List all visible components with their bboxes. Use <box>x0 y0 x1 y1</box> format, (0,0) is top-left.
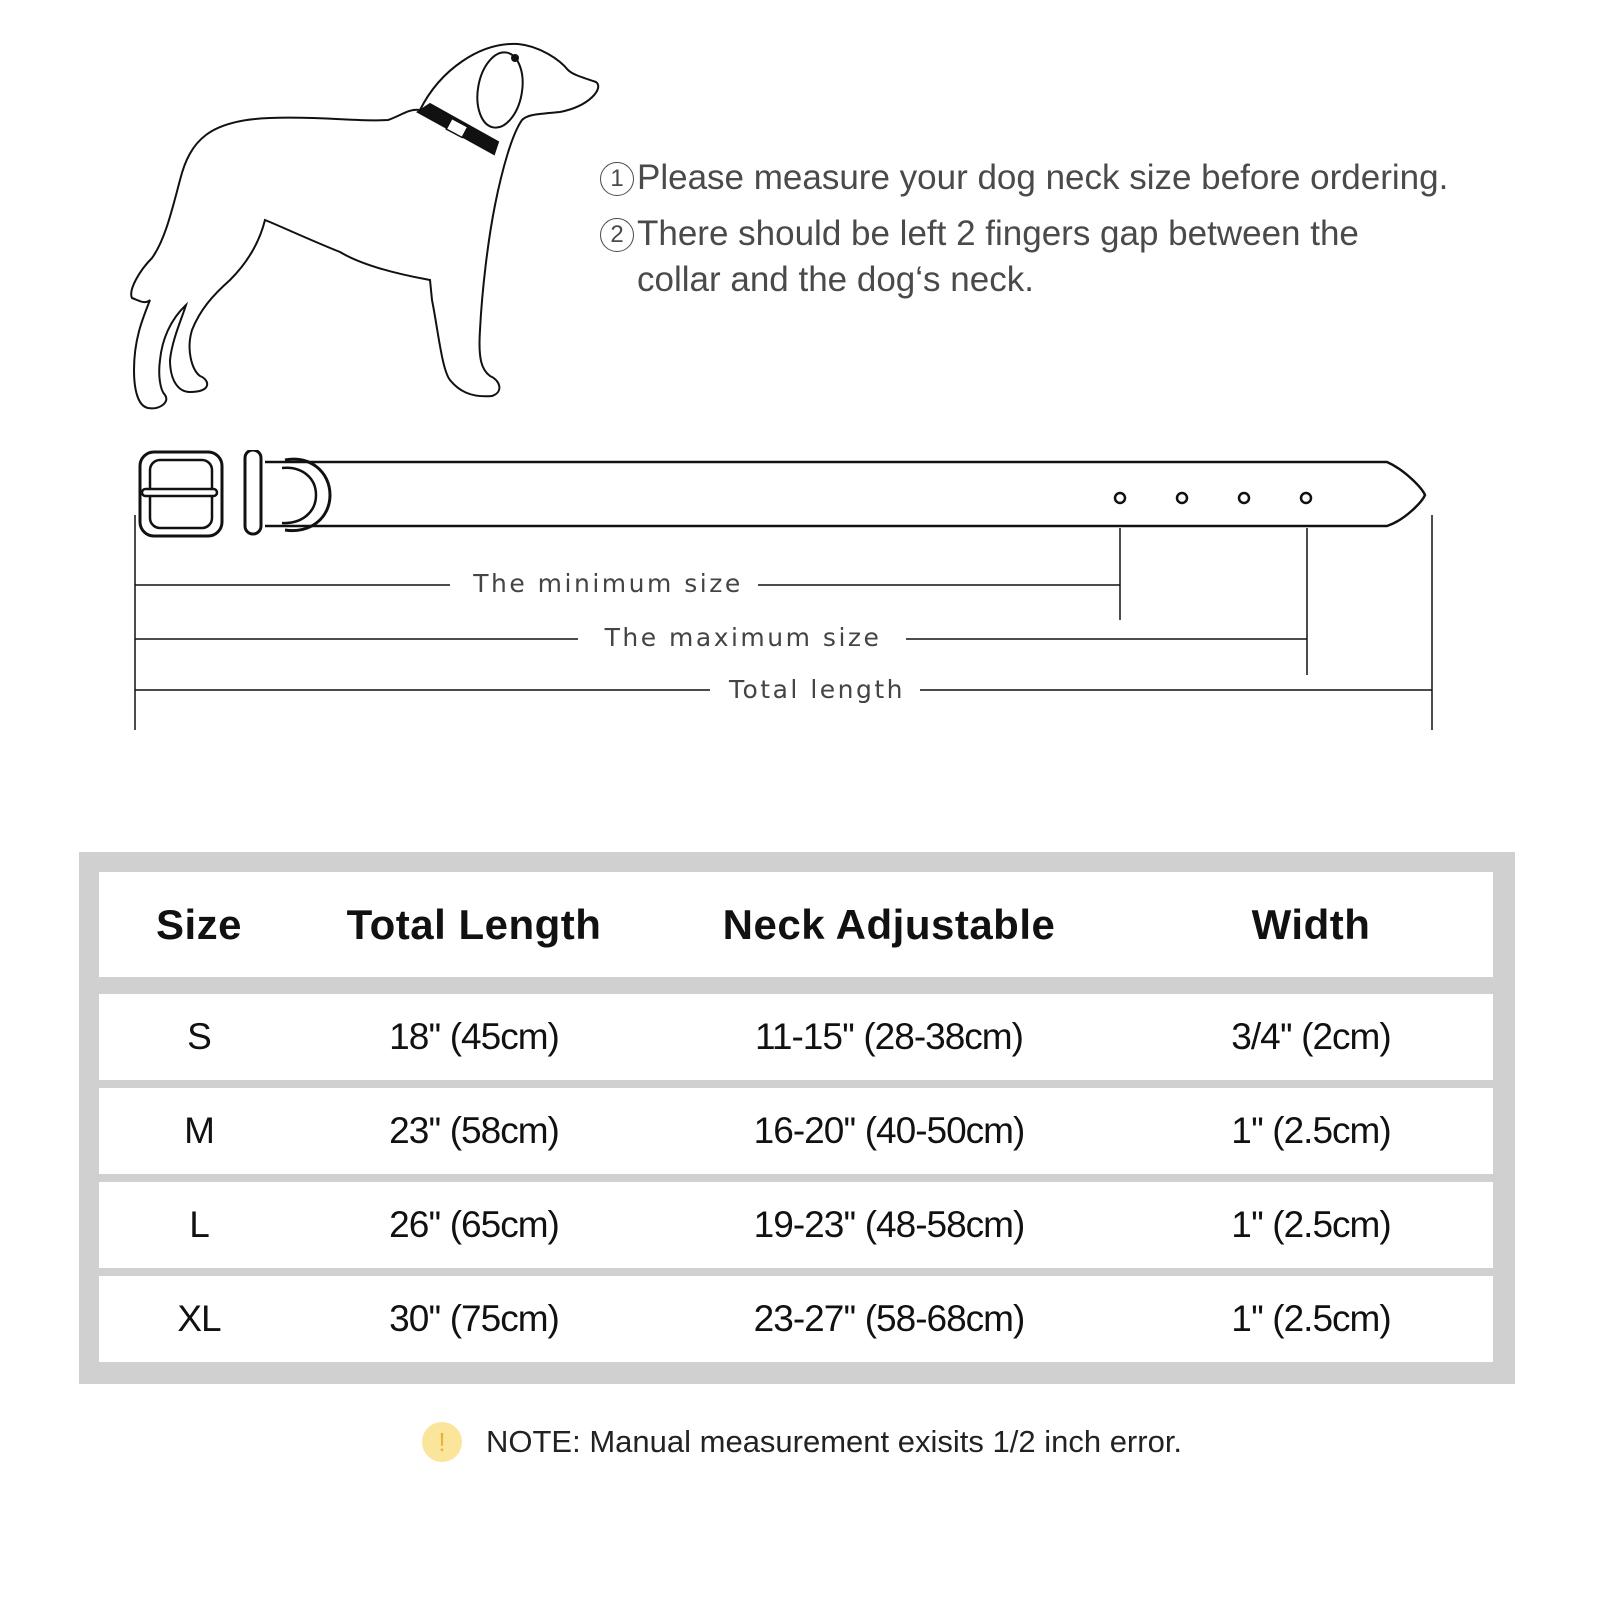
size-table <box>79 852 1515 1384</box>
neck-adjustable-cell: 16-20'' (40-50cm) <box>753 1110 1025 1151</box>
buckle-prong <box>142 489 217 496</box>
min-size-label: The minimum size <box>473 569 743 598</box>
instruction-2 <box>600 211 1540 303</box>
collar-diagram <box>130 450 1480 750</box>
width-cell: 3/4'' (2cm) <box>1231 1016 1391 1057</box>
instruction-1 <box>600 155 1540 201</box>
number-1-icon: 1 <box>600 162 634 196</box>
collar-hole <box>1177 493 1187 503</box>
size-cell: S <box>187 1016 211 1057</box>
table-row <box>99 994 1493 1080</box>
neck-adjustable-cell: 23-27'' (58-68cm) <box>753 1298 1025 1339</box>
table-row <box>99 1276 1493 1362</box>
size-cell: L <box>189 1204 209 1245</box>
header-neck-adjustable: Neck Adjustable <box>722 900 1056 948</box>
size-cell: M <box>184 1110 214 1151</box>
table-header-row <box>99 872 1493 977</box>
dog-ear <box>472 49 529 131</box>
instruction-2-text: There should be left 2 fingers gap between the collar and the dog‘s neck. <box>637 214 1359 299</box>
collar-hole <box>1301 493 1311 503</box>
collar-hole <box>1239 493 1249 503</box>
dog-outline <box>131 44 598 408</box>
max-size-label: The maximum size <box>604 623 882 652</box>
total-length-cell: 18'' (45cm) <box>389 1016 559 1057</box>
total-length-cell: 26'' (65cm) <box>389 1204 559 1245</box>
table-row <box>99 1182 1493 1268</box>
total-length-cell: 30'' (75cm) <box>389 1298 559 1339</box>
table-row <box>99 1088 1493 1174</box>
measurement-instructions <box>600 155 1540 303</box>
measurement-note <box>422 1422 1182 1462</box>
width-cell: 1'' (2.5cm) <box>1231 1298 1391 1339</box>
collar-hole <box>1115 493 1125 503</box>
dog-with-collar-illustration <box>120 30 600 420</box>
total-length-label: Total length <box>728 675 906 704</box>
exclamation-icon: ! <box>422 1422 462 1462</box>
note-text: NOTE: Manual measurement exisits 1/2 inch error. <box>486 1424 1183 1459</box>
width-cell: 1'' (2.5cm) <box>1231 1110 1391 1151</box>
keeper-loop <box>245 450 261 534</box>
width-cell: 1'' (2.5cm) <box>1231 1204 1391 1245</box>
header-width: Width <box>1251 900 1371 948</box>
size-cell: XL <box>177 1298 221 1339</box>
total-length-cell: 23'' (58cm) <box>389 1110 559 1151</box>
dog-eye <box>512 55 518 61</box>
header-size: Size <box>155 900 243 948</box>
collar-strap <box>265 462 1425 526</box>
header-total-length: Total Length <box>346 900 602 948</box>
instruction-1-text: Please measure your dog neck size before ordering. <box>637 158 1449 197</box>
neck-adjustable-cell: 19-23'' (48-58cm) <box>753 1204 1025 1245</box>
number-2-icon: 2 <box>600 218 634 252</box>
neck-adjustable-cell: 11-15'' (28-38cm) <box>755 1016 1023 1057</box>
